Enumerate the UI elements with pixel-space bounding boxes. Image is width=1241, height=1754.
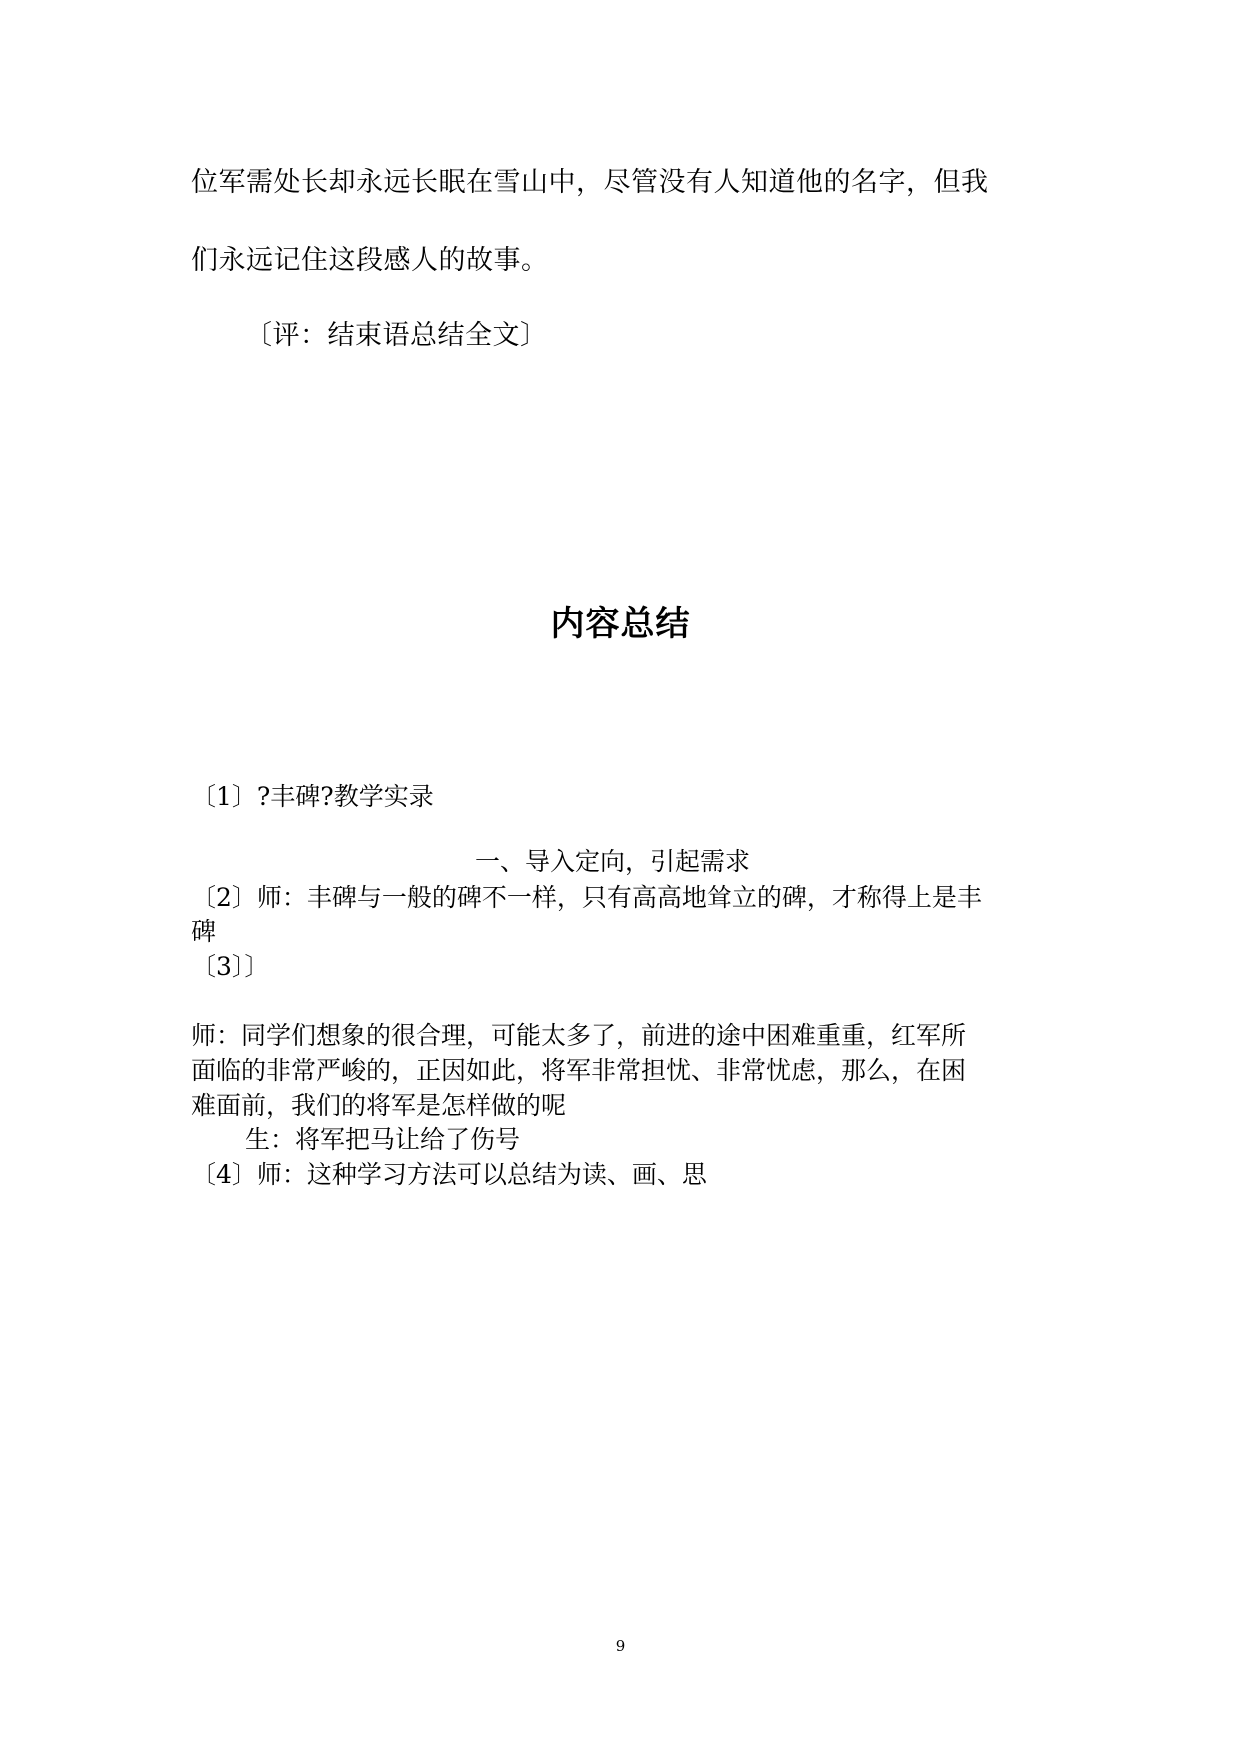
- item-2-line-2: 碑: [191, 917, 217, 946]
- summary-heading: 内容总结: [550, 604, 691, 644]
- section-title: 一、导入定向，引起需求: [475, 847, 751, 876]
- comment-line: 〔评：结束语总结全文〕: [245, 320, 548, 351]
- teacher-line-1: 师：同学们想象的很合理，可能太多了，前进的途中困难重重，红军所: [191, 1021, 967, 1050]
- item-1: 〔1〕?丰碑?教学实录: [191, 782, 434, 811]
- item-4: 〔4〕师：这种学习方法可以总结为读、画、思: [191, 1160, 707, 1189]
- student-line: 生：将军把马让给了伤号: [245, 1125, 521, 1154]
- paragraph-line-2: 们永远记住这段感人的故事。: [191, 245, 549, 276]
- item-2-line-1: 〔2〕师：丰碑与一般的碑不一样，只有高高地耸立的碑，才称得上是丰: [191, 883, 982, 912]
- teacher-line-3: 难面前，我们的将军是怎样做的呢: [191, 1091, 567, 1120]
- teacher-line-2: 面临的非常严峻的，正因如此，将军非常担忧、非常忧虑，那么，在困: [191, 1056, 967, 1085]
- item-3: 〔3〕〕: [191, 952, 270, 981]
- paragraph-line-1: 位军需处长却永远长眠在雪山中，尽管没有人知道他的名字，但我: [191, 167, 989, 198]
- page-number: 9: [615, 1637, 626, 1655]
